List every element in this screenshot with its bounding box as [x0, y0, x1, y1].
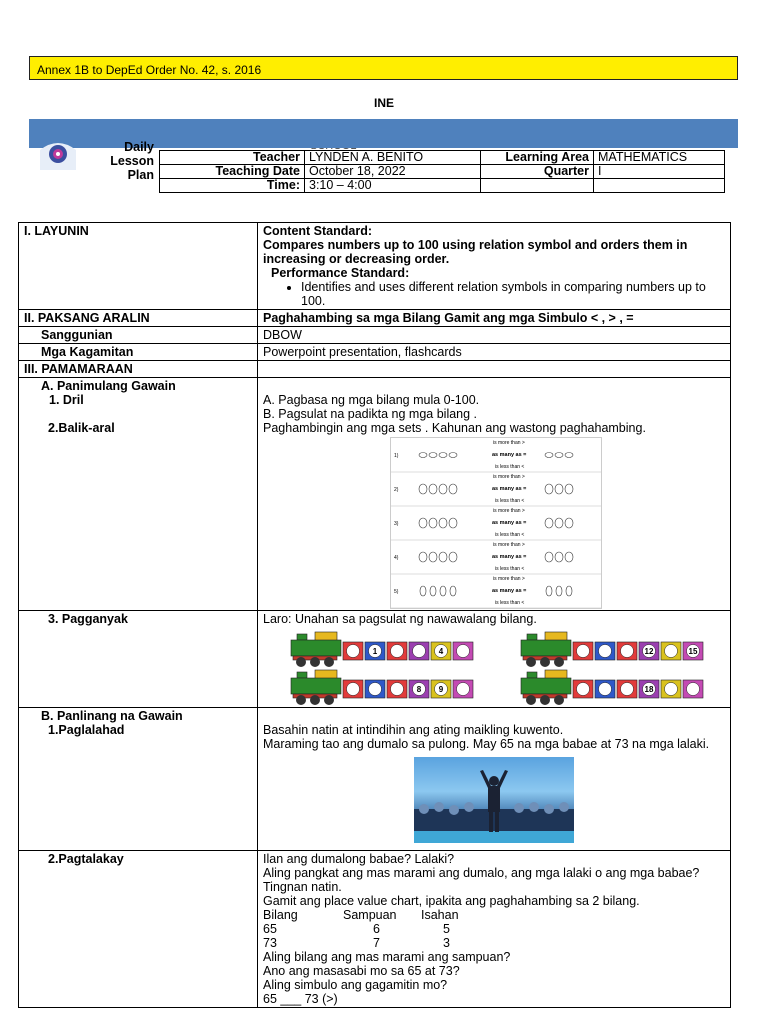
train-number: 18 [644, 685, 654, 694]
rabbit-icon [439, 518, 447, 528]
fish-icon [429, 453, 437, 458]
star-icon [420, 586, 426, 596]
as-many-as-label: as many as = [492, 520, 527, 526]
row-pagtalakay: 2.Pagtalakay Ilan ang dumalong babae? Lalaki? Aling pangkat ang mas marami ang dumalo, ang mga lalaki o ang mga babae? Tingnan natin. Gamit ang place value chart, ipakita ang paghahambing sa 2 bilang. Bilang Sampuan Isahan 65 6 5 73 7 3 Aling bilang ang mas marami ang sampuan? Ano ang masasabi mo sa 65 at 73? Aling simbulo ang gagamitin mo? 65 ___ 73 (>) [19, 851, 731, 1008]
place-value-row: 65 6 5 [263, 922, 450, 936]
header-row-time: Time: 3:10 – 4:00 [160, 179, 725, 193]
deped-seal-logo [36, 140, 80, 170]
less-than-label: is less than < [495, 498, 525, 504]
daily-lesson-plan-title: Daily Lesson Plan [110, 140, 154, 182]
rabbit-icon [429, 518, 437, 528]
fish-icon [419, 453, 427, 458]
elephant-icon [565, 552, 573, 562]
row-number: 1) [394, 453, 399, 459]
less-than-label: is less than < [495, 600, 525, 606]
less-than-label: is less than < [495, 464, 525, 470]
rabbit-icon [449, 484, 457, 494]
as-many-as-label: as many as = [492, 486, 527, 492]
less-than-label: is less than < [495, 532, 525, 538]
number-train [521, 670, 703, 705]
fish-icon [555, 453, 563, 458]
rabbit-icon [429, 484, 437, 494]
comparison-row [391, 576, 601, 608]
performance-standard-bullet: • Identifies and uses different relation symbols in comparing numbers up to 100. [301, 280, 725, 308]
rabbit-icon [449, 518, 457, 528]
pagganyak-text: Laro: Unahan sa pagsulat ng nawawalang bilang. [263, 612, 537, 626]
header-row-date: Teaching Date October 18, 2022 Quarter I [160, 165, 725, 179]
as-many-as-label: as many as = [492, 554, 527, 560]
elephant-icon [419, 552, 427, 562]
star-icon [430, 586, 436, 596]
comparison-row [391, 440, 601, 472]
elephant-icon [439, 552, 447, 562]
dril-b: B. Pagsulat na padikta ng mga bilang . [263, 407, 478, 421]
performance-standard-title: Performance Standard: [271, 266, 410, 280]
row-number: 2) [394, 487, 399, 493]
row-pagganyak: 3. Pagganyak Laro: Unahan sa pagsulat ng nawawalang bilang. 1 4 12 15 8 9 18 [19, 611, 731, 708]
more-than-label: is more than > [493, 508, 525, 514]
fish-icon [449, 453, 457, 458]
star-icon [556, 586, 562, 596]
annex-banner: Annex 1B to DepEd Order No. 42, s. 2016 [29, 56, 738, 80]
place-value-row: 73 7 3 [263, 936, 450, 950]
more-than-label: is more than > [493, 542, 525, 548]
comparison-sets-chart [390, 437, 602, 609]
elephant-icon [449, 552, 457, 562]
ine-heading: INE [373, 96, 394, 110]
more-than-label: is more than > [493, 576, 525, 582]
row-number: 5) [394, 589, 399, 595]
row-kagamitan: Mga Kagamitan Powerpoint presentation, flashcards [19, 344, 731, 361]
paglalahad-line2: Maraming tao ang dumalo sa pulong. May 65 na mga babae at 73 na mga lalaki. [263, 737, 710, 751]
train-number: 8 [416, 685, 422, 694]
elephant-icon [555, 552, 563, 562]
content-standard-text: Compares numbers up to 100 using relation symbol and orders them in increasing or decreasing order. [263, 238, 688, 266]
content-standard-title: Content Standard: [263, 224, 373, 238]
rabbit-icon [439, 484, 447, 494]
train-number: 4 [438, 647, 444, 656]
rabbit-icon [419, 484, 427, 494]
elephant-icon [429, 552, 437, 562]
fish-icon [545, 453, 553, 458]
train-number: 1 [372, 647, 378, 656]
train-number: 12 [644, 647, 654, 656]
rabbit-icon [565, 484, 573, 494]
number-train [291, 632, 473, 667]
more-than-label: is more than > [493, 440, 525, 446]
star-icon [546, 586, 552, 596]
lesson-plan-table [18, 222, 731, 1008]
header-row-teacher: Teacher LYNDEN A. BENITO Learning Area MATHEMATICS [160, 151, 725, 165]
row-number: 3) [394, 521, 399, 527]
row-number: 4) [394, 555, 399, 561]
comparison-row [391, 508, 601, 540]
number-train [291, 670, 473, 705]
balik-text: Paghambingin ang mga sets . Kahunan ang wastong paghahambing. [263, 421, 646, 435]
meeting-crowd-image [414, 757, 574, 843]
more-than-label: is more than > [493, 474, 525, 480]
rabbit-icon [565, 518, 573, 528]
number-trains [263, 626, 725, 706]
header-info-table [159, 150, 725, 193]
less-than-label: is less than < [495, 566, 525, 572]
row-layunin: I. LAYUNIN Content Standard: Compares numbers up to 100 using relation symbol and orders them in increasing or decreasing order. Performance Standard: • Identifies and uses different relation symbols in comparing numbers up to 100. [19, 223, 731, 310]
rabbit-icon [545, 518, 553, 528]
place-value-header: Bilang Sampuan Isahan [263, 908, 459, 922]
fish-icon [439, 453, 447, 458]
rabbit-icon [545, 484, 553, 494]
star-icon [440, 586, 446, 596]
train-number: 15 [688, 647, 698, 656]
star-icon [566, 586, 572, 596]
elephant-icon [545, 552, 553, 562]
row-pamamaraan: III. PAMAMARAAN [19, 361, 731, 378]
number-train [521, 632, 703, 667]
rabbit-icon [419, 518, 427, 528]
rabbit-icon [555, 518, 563, 528]
row-panlinang-paglalahad: B. Panlinang na Gawain 1.Paglalahad Basahin natin at intindihin ang ating maikling kuwento. Maraming tao ang dumalo sa pulong. May 65 na mga babae at 73 na mga lalaki. [19, 708, 731, 851]
as-many-as-label: as many as = [492, 452, 527, 458]
comparison-row [391, 474, 601, 506]
row-panimulang-dril-balik: A. Panimulang Gawain 1. Dril 2.Balik-aral A. Pagbasa ng mga bilang mula 0-100. B. Pagsulat na padikta ng mga bilang . Paghambingin ang mga sets . Kahunan ang wastong paghahambing. 1) is more than > as many as = is less than < 2) is more than > as many as = is less than < 3) is more than > as many as = is less than < 4) is more than > as many as = is less than < 5) is more than > as many as = is less than < [19, 378, 731, 611]
row-paksang: II. PAKSANG ARALIN Paghahambing sa mga Bilang Gamit ang mga Simbulo < , > , = [19, 310, 731, 327]
rabbit-icon [555, 484, 563, 494]
star-icon [450, 586, 456, 596]
train-number: 9 [438, 685, 444, 694]
fish-icon [565, 453, 573, 458]
paglalahad-line1: Basahin natin at intindihin ang ating maikling kuwento. [263, 723, 564, 737]
dril-a: A. Pagbasa ng mga bilang mula 0-100. [263, 393, 480, 407]
comparison-row [391, 542, 601, 574]
row-sanggunian: Sanggunian DBOW [19, 327, 731, 344]
as-many-as-label: as many as = [492, 588, 527, 594]
